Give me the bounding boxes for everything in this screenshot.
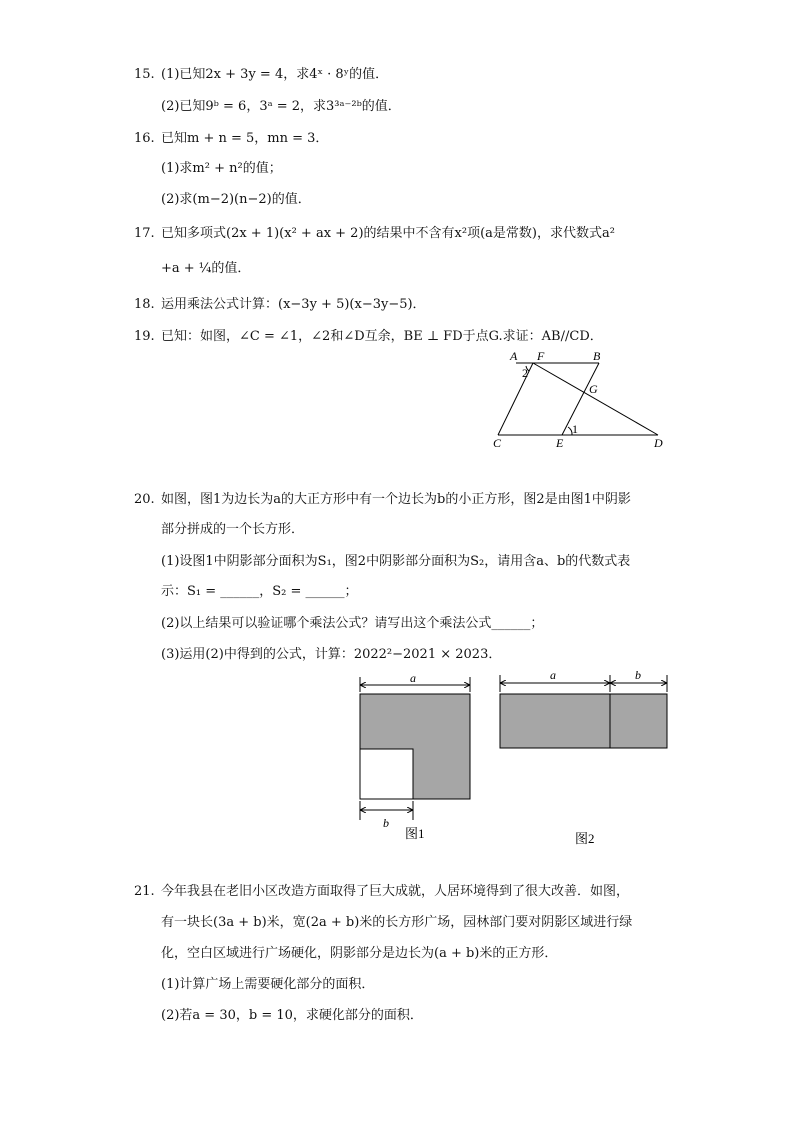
problem-20-stem-line1: 如图，图1为边长为a的大正方形中有一个边长为b的小正方形，图2是由图1中阴影 bbox=[161, 492, 631, 507]
problem-20-part1-line1: (1)设图1中阴影部分面积为S₁，图2中阴影部分面积为S₂，请用含a、b的代数式表 bbox=[161, 554, 631, 569]
problem-20-stem-line2: 部分拼成的一个长方形． bbox=[161, 522, 305, 537]
problem-16-number: 16. bbox=[134, 131, 155, 146]
label-angle-1: 1 bbox=[572, 422, 578, 436]
figure-19-geometry bbox=[486, 344, 672, 454]
label-B: B bbox=[593, 349, 601, 363]
fig2-caption: 图2 bbox=[575, 831, 595, 846]
problem-20-part3: (3)运用(2)中得到的公式，计算：2022²−2021 × 2023． bbox=[161, 647, 502, 662]
problem-17-number: 17. bbox=[134, 226, 155, 241]
problem-21-line1: 今年我县在老旧小区改造方面取得了巨大成就，人居环境得到了很大改善．如图， bbox=[161, 884, 630, 899]
problem-21-line3: 化，空白区域进行广场硬化，阴影部分是边长为(a + b)米的正方形． bbox=[161, 946, 558, 961]
fig2-rect-b bbox=[610, 694, 667, 748]
fig1-b-label: b bbox=[383, 816, 389, 830]
problem-17-line1: 已知多项式(2x + 1)(x² + ax + 2)的结果中不含有x²项(a是常数)，求代数式a² bbox=[161, 226, 615, 241]
fig2-rect-a bbox=[500, 694, 610, 748]
problem-18-stem: 运用乘法公式计算：(x−3y + 5)(x−3y−5)． bbox=[161, 297, 426, 312]
problem-17-line2: +a + ¼的值． bbox=[161, 261, 251, 276]
label-G: G bbox=[589, 382, 598, 396]
problem-21-part2: (2)若a = 30，b = 10，求硬化部分的面积． bbox=[161, 1008, 423, 1023]
fig2-a-label: a bbox=[550, 668, 556, 682]
problem-19-stem: 已知：如图，∠C = ∠1，∠2和∠D互余，BE ⊥ FD于点G.求证：AB//CD． bbox=[161, 329, 603, 344]
problem-21-part1: (1)计算广场上需要硬化部分的面积． bbox=[161, 977, 375, 992]
problem-15-number: 15. bbox=[134, 67, 155, 82]
label-F: F bbox=[537, 349, 545, 363]
problem-18-number: 18. bbox=[134, 297, 155, 312]
figure-20-squares bbox=[350, 665, 680, 855]
figure-1 bbox=[360, 671, 470, 841]
problem-16-part1: (1)求m² + n²的值； bbox=[161, 161, 282, 176]
label-E: E bbox=[556, 436, 564, 450]
fig1-small-square bbox=[360, 749, 413, 799]
problem-20-number: 20. bbox=[134, 492, 155, 507]
segment-FD bbox=[533, 363, 658, 435]
problem-21-number: 21. bbox=[134, 884, 155, 899]
fig1-caption: 图1 bbox=[405, 826, 425, 841]
problem-19-number: 19. bbox=[134, 329, 155, 344]
fig1-a-label: a bbox=[410, 671, 416, 685]
problem-21-line2: 有一块长(3a + b)米，宽(2a + b)米的长方形广场，园林部门要对阴影区域进行绿 bbox=[161, 915, 633, 930]
segment-BE bbox=[562, 363, 599, 435]
fig2-b-label: b bbox=[635, 668, 641, 682]
problem-20-part1-line2: 示：S₁ = ______，S₂ = ______； bbox=[161, 584, 358, 599]
label-C: C bbox=[493, 436, 502, 450]
label-A: A bbox=[510, 349, 518, 363]
problem-15-part2: (2)已知9ᵇ = 6，3ᵃ = 2，求3³ᵃ⁻²ᵇ的值． bbox=[161, 99, 401, 114]
label-D: D bbox=[654, 436, 663, 450]
problem-20-part2: (2)以上结果可以验证哪个乘法公式？请写出这个乘法公式______； bbox=[161, 616, 544, 631]
figure-2 bbox=[500, 668, 667, 846]
problem-16-part2: (2)求(m−2)(n−2)的值． bbox=[161, 192, 311, 207]
label-angle-2: 2 bbox=[522, 366, 528, 380]
problem-16-stem: 已知m + n = 5，mn = 3． bbox=[161, 131, 329, 146]
problem-15-part1: (1)已知2x + 3y = 4，求4ˣ · 8ʸ的值． bbox=[161, 67, 389, 82]
